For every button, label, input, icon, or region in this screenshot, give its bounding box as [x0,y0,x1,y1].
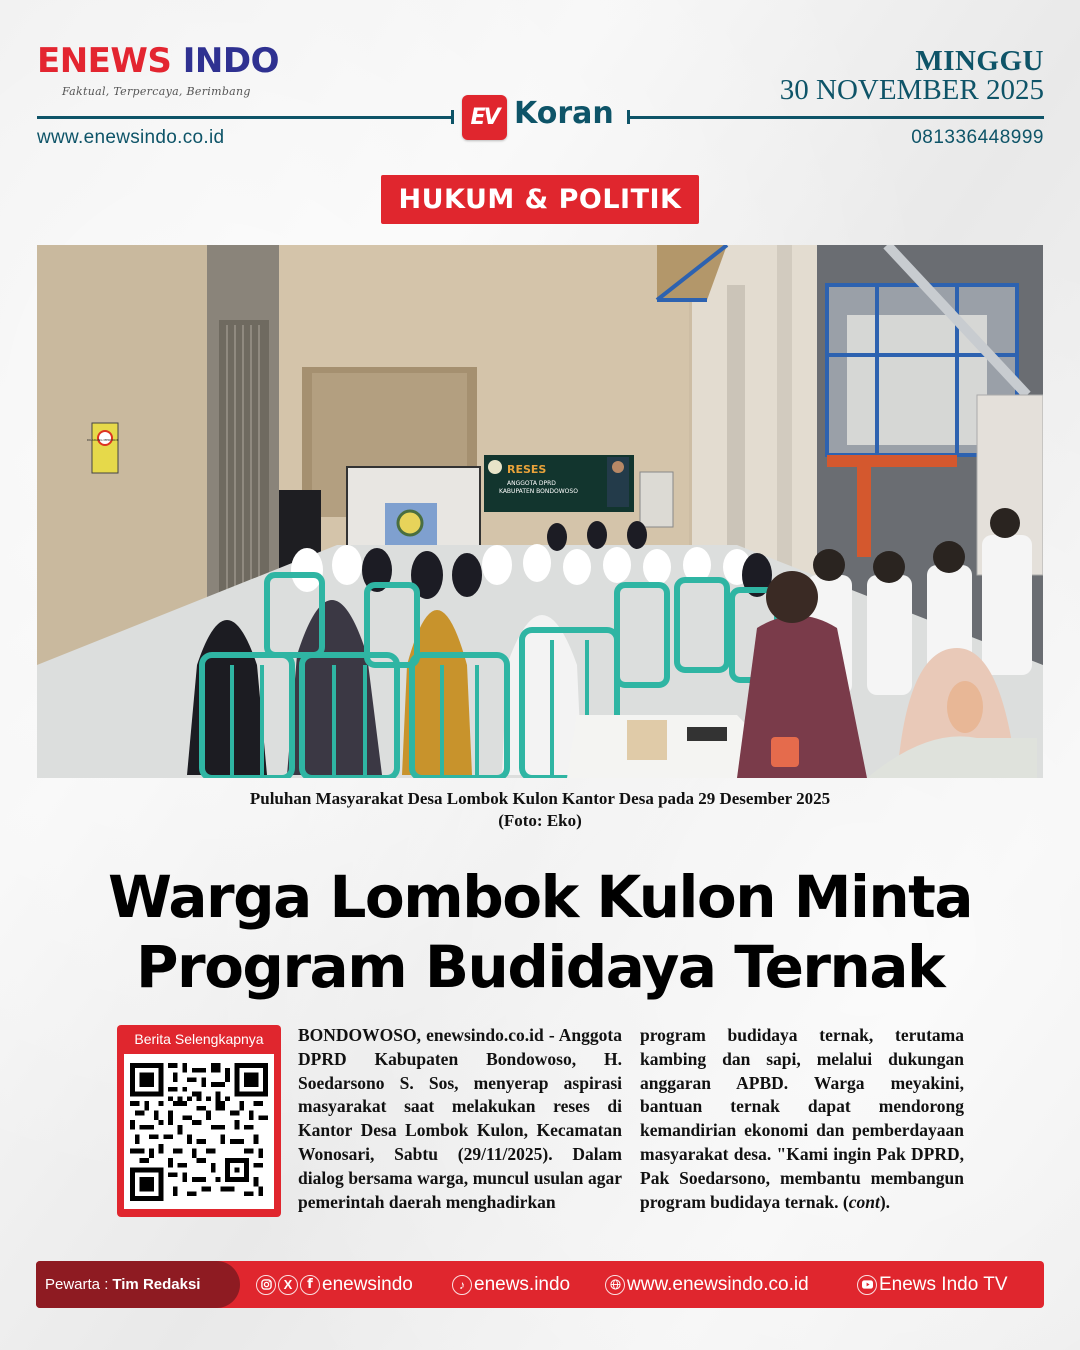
article-column-2 [640,1024,964,1214]
header-rule-right [628,116,1044,119]
author-label: Pewarta : [45,1276,109,1293]
brand-logo [37,41,279,81]
article-continued-marker: cont [848,1191,880,1212]
ev-logo-icon: EV [462,95,507,140]
header-website-link[interactable]: www.enewsindo.co.id [37,127,225,148]
headline-line2: Program Budidaya Ternak [135,933,945,1001]
header-phone: 081336448999 [911,127,1044,148]
headline-line1: Warga Lombok Kulon Minta [107,863,973,931]
category-badge: HUKUM & POLITIK [381,175,699,224]
tiktok-icon: ♪ [452,1275,472,1295]
brand-name-part1: ENEWS [37,41,172,81]
footer-social-link[interactable] [256,1261,413,1308]
social-handle: enewsindo [322,1273,413,1295]
article-column-1: BONDOWOSO, enewsindo.co.id - Anggota DPRD Kabupaten Bondowoso, H. Soedarsono S. Sos, menyerap aspirasi masyarakat saat melakukan reses di Kantor Desa Lombok Kulon, Kecamatan Wonosari, Sabtu (29/11/2025). Dalam dialog bersama warga, muncul usulan agar pemerintah daerah menghadirkan [298,1025,622,1212]
photo-caption [0,788,1080,832]
brand-tagline: Faktual, Terpercaya, Berimbang [62,85,251,98]
globe-icon [605,1275,625,1295]
footer-youtube-link[interactable] [857,1261,1008,1308]
photo-caption-text: Puluhan Masyarakat Desa Lombok Kulon Kantor Desa pada 29 Desember 2025 [249,789,831,808]
header-rule-left [37,116,453,119]
edition-label: Koran [514,96,614,131]
facebook-icon: f [300,1275,320,1295]
photo-credit: (Foto: Eko) [498,811,582,830]
issue-day: MINGGU [915,45,1044,77]
author-name: Tim Redaksi [112,1276,201,1293]
article-column-2-text: program budidaya ternak, terutama kambing dan sapi, melalui dukungan anggaran APBD. Warga meyakini, bantuan ternak dapat mendorong kemandirian ekonomi dan pemberdayaan masyarakat desa. "Kami ingin Pak DPRD, Pak Soedarsono, membantu membangun program budidaya ternak. ( [640,1025,964,1212]
qr-code-icon[interactable] [124,1054,274,1209]
tiktok-handle: enews.indo [474,1273,571,1295]
youtube-channel: Enews Indo TV [879,1273,1008,1295]
article-column-2-end: ). [879,1191,891,1212]
instagram-icon [256,1275,276,1295]
banner-title: RESES [507,463,547,476]
qr-card[interactable] [117,1025,281,1217]
no-smoking-sign: DILARANG MEROKOK [87,438,119,442]
banner-line2: KABUPATEN BONDOWOSO [499,488,578,495]
brand-name-part2: INDO [182,41,279,81]
news-photo [37,245,1043,778]
banner-line1: ANGGOTA DPRD [507,480,556,487]
x-icon: X [278,1275,298,1295]
youtube-icon [857,1275,877,1295]
headline [0,862,1080,1002]
qr-card-title: Berita Selengkapnya [134,1031,264,1047]
footer-website-link[interactable] [605,1261,809,1308]
footer-website: www.enewsindo.co.id [627,1273,809,1295]
issue-date: 30 NOVEMBER 2025 [779,74,1044,106]
header-rule-cap-left [451,110,454,124]
footer-author [36,1261,240,1308]
footer-tiktok-link[interactable] [452,1261,570,1308]
